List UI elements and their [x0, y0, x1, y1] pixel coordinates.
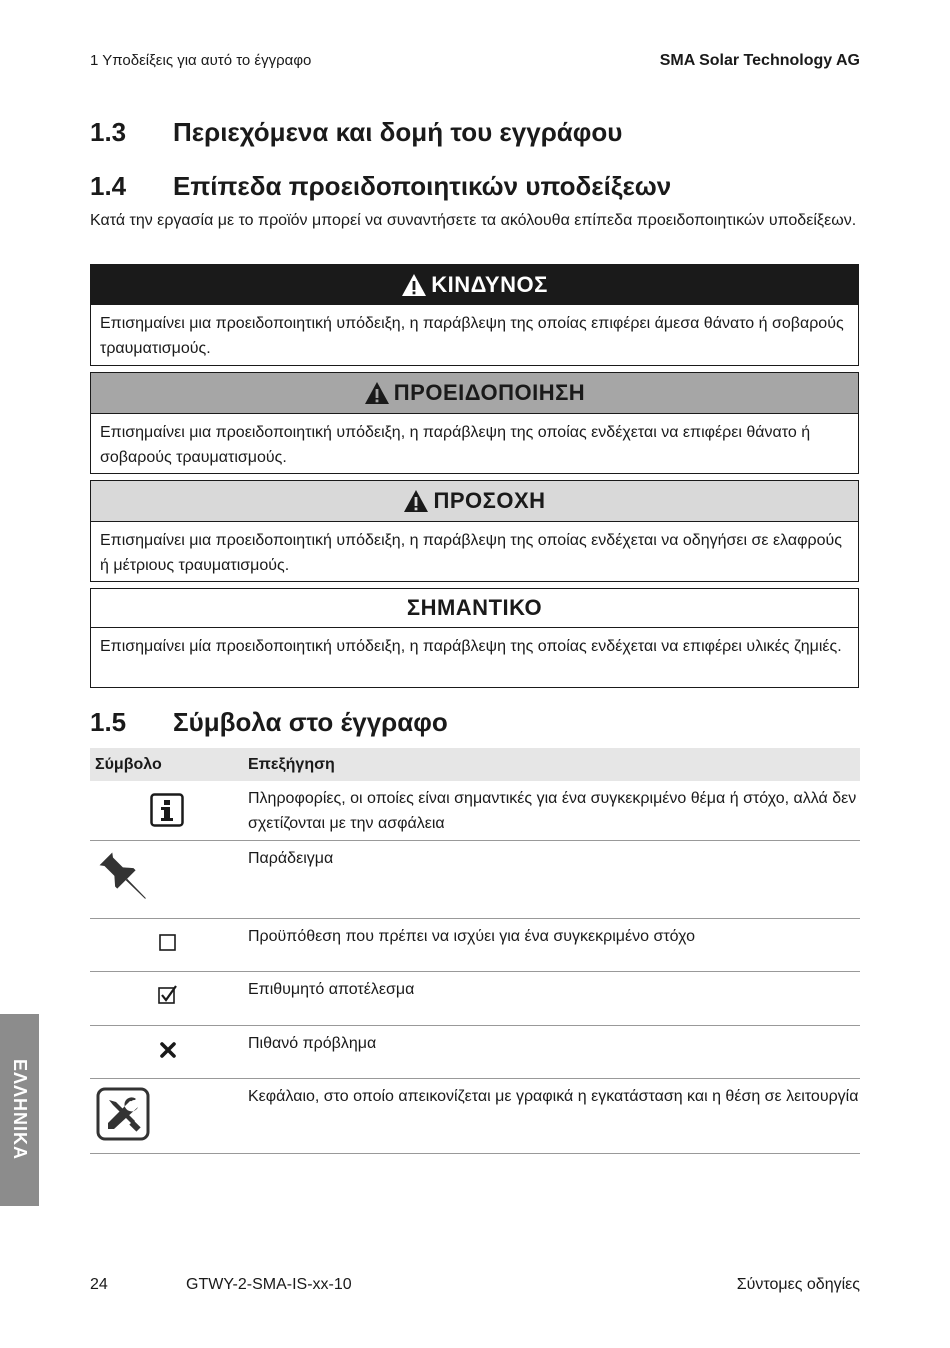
- notice-label: ΣΗΜΑΝΤΙΚΟ: [406, 595, 543, 620]
- info-icon: [150, 793, 184, 827]
- section-title: Επίπεδα προειδοποιητικών υποδείξεων: [173, 171, 672, 201]
- warning-header: [91, 373, 858, 414]
- section-1-4-intro: Κατά την εργασία με το προϊόν μπορεί να συναντήσετε τα ακόλουθα επίπεδα προειδοποιητικών υποδείξεων.: [90, 212, 857, 229]
- running-header-company: SMA Solar Technology AG: [659, 52, 860, 69]
- symbol-explanation: Προϋπόθεση που πρέπει να ισχύει για ένα συγκεκριμένο στόχο: [248, 928, 695, 945]
- section-1-4-heading: [90, 171, 671, 202]
- notice-box: [90, 588, 859, 688]
- pushpin-icon: [94, 847, 156, 909]
- document-code: GTWY-2-SMA-IS-xx-10: [186, 1276, 352, 1293]
- caution-notice-box: [90, 480, 859, 582]
- table-row: [90, 919, 860, 972]
- danger-notice-box: [90, 264, 859, 366]
- section-title: Περιεχόμενα και δομή του εγγράφου: [173, 117, 623, 147]
- document-type: Σύντομες οδηγίες: [736, 1276, 860, 1293]
- symbol-explanation: Παράδειγμα: [248, 850, 334, 867]
- warning-triangle-icon: [401, 273, 427, 297]
- table-header-row: [90, 748, 860, 781]
- symbol-explanation: Πληροφορίες, οι οποίες είναι σημαντικές για ένα συγκεκριμένο θέμα ή στόχο, αλλά δεν σχετίζονται με την ασφάλεια: [248, 790, 857, 832]
- section-1-3-heading: [90, 117, 622, 148]
- caution-label: ΠΡΟΣΟΧΗ: [433, 488, 546, 513]
- section-number: 1.3: [90, 117, 127, 147]
- table-row: [90, 841, 860, 919]
- symbols-table: [90, 748, 860, 1154]
- notice-text: Επισημαίνει μία προειδοποιητική υπόδειξη, η παράβλεψη της οποίας ενδέχεται να επιφέρει υλικές ζημιές.: [100, 638, 842, 655]
- section-number: 1.5: [90, 707, 127, 737]
- cross-icon: [160, 1042, 176, 1058]
- symbol-column-header: Σύμβολο: [95, 755, 162, 773]
- caution-text: Επισημαίνει μια προειδοποιητική υπόδειξη, η παράβλεψη της οποίας ενδέχεται να οδηγήσει σε ελαφρούς ή μέτριους τραυματισμούς.: [100, 532, 842, 574]
- danger-label: ΚΙΝΔΥΝΟΣ: [431, 272, 548, 297]
- tools-icon: [96, 1087, 150, 1141]
- section-title: Σύμβολα στο έγγραφο: [173, 707, 448, 737]
- explanation-column-header: Επεξήγηση: [248, 755, 335, 773]
- symbol-explanation: Επιθυμητό αποτέλεσμα: [248, 981, 415, 998]
- danger-header: [91, 265, 858, 305]
- section-number: 1.4: [90, 171, 127, 201]
- empty-checkbox-icon: [159, 934, 176, 951]
- warning-notice-box: [90, 372, 859, 474]
- symbol-explanation: Κεφάλαιο, στο οποίο απεικονίζεται με γραφικά η εγκατάσταση και η θέση σε λειτουργία: [248, 1088, 859, 1105]
- running-header-chapter: 1 Υποδείξεις για αυτό το έγγραφο: [90, 52, 312, 69]
- warning-triangle-icon: [364, 381, 390, 405]
- warning-label: ΠΡΟΕΙΔΟΠΟΙΗΣΗ: [393, 380, 586, 405]
- danger-text: Επισημαίνει μια προειδοποιητική υπόδειξη, η παράβλεψη της οποίας επιφέρει άμεσα θάνατο ή σοβαρούς τραυματισμούς.: [100, 315, 844, 357]
- warning-triangle-icon: [403, 489, 429, 513]
- warning-text: Επισημαίνει μια προειδοποιητική υπόδειξη, η παράβλεψη της οποίας ενδέχεται να επιφέρει θάνατο ή σοβαρούς τραυματισμούς.: [100, 424, 811, 466]
- symbol-explanation: Πιθανό πρόβλημα: [248, 1035, 377, 1052]
- section-1-5-heading: [90, 707, 448, 738]
- table-row: [90, 1026, 860, 1079]
- table-row: [90, 1079, 860, 1154]
- table-row: [90, 781, 860, 841]
- page-number: 24: [90, 1276, 108, 1293]
- notice-header: [91, 589, 858, 628]
- language-side-tab: [0, 1014, 39, 1206]
- checked-box-icon: [158, 984, 178, 1004]
- language-tab-label: ΕΛΛΗΝΙΚΑ: [10, 1059, 30, 1161]
- caution-header: [91, 481, 858, 522]
- table-row: [90, 972, 860, 1026]
